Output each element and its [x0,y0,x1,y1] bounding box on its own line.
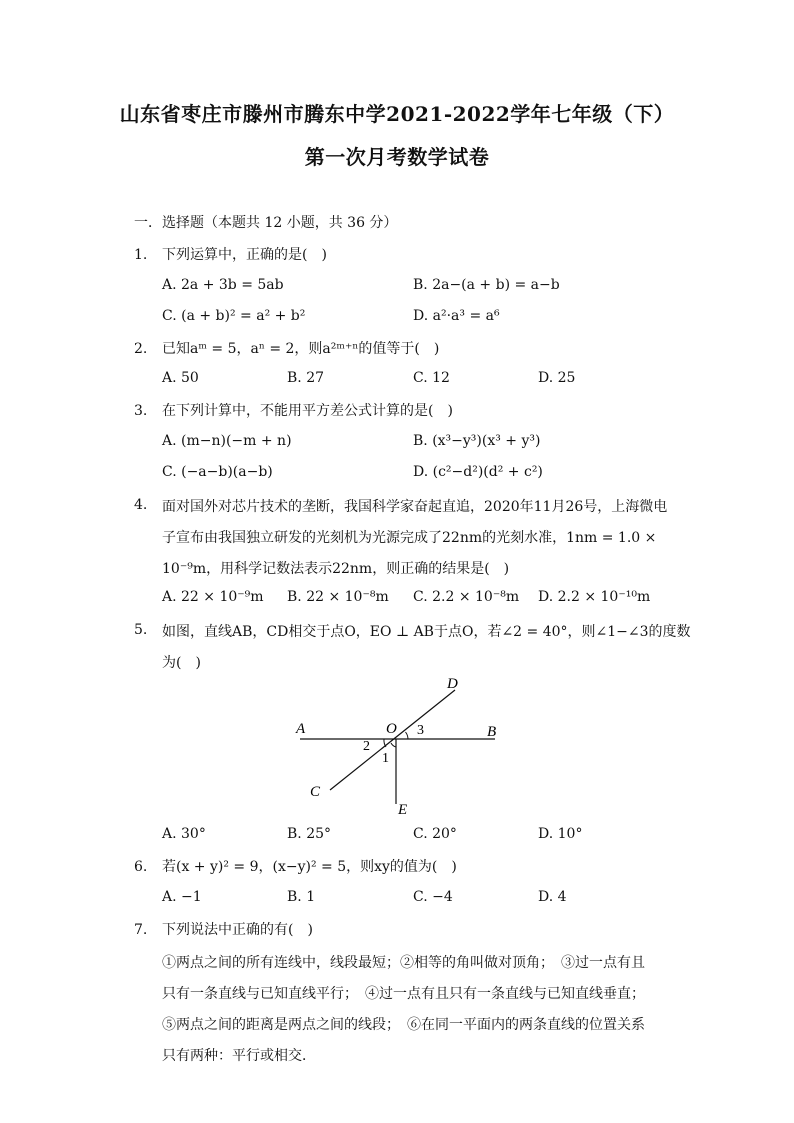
option-d: D. 25 [538,370,576,386]
section-heading: 一．选择题（本题共 12 小题，共 36 分） [134,215,398,231]
option-d: D. 4 [538,889,567,905]
label-d: D [447,676,458,692]
question-text-line: 为( ) [162,655,201,671]
option-a: A. 50 [162,370,199,386]
label-b: B [487,724,497,740]
statement-line: ⑤两点之间的距离是两点之间的线段； ⑥在同一平面内的两条直线的位置关系 [162,1017,645,1033]
statement-line: 只有两种：平行或相交． [162,1048,316,1064]
option-b: B. 1 [287,889,316,905]
label-c: C [310,784,321,800]
option-a: A. 2a + 3b = 5ab [162,277,284,293]
question-number: 5. [134,622,148,638]
label-angle-2: 2 [363,739,370,754]
option-d: D. 2.2 × 10⁻¹⁰m [538,589,651,605]
question-text: 已知aᵐ = 5，aⁿ = 2，则a²ᵐ⁺ⁿ的值等于( ) [162,341,440,357]
angle-3-arc [406,732,409,739]
question-text-line: 如图，直线AB，CD相交于点O，EO ⊥ AB于点O，若∠2 = 40°，则∠1−∠3的度数 [162,624,691,640]
option-d: D. 10° [538,826,583,842]
option-d: D. (c²−d²)(d² + c²) [413,464,543,480]
option-c: C. −4 [413,889,453,905]
statement-line: 只有一条直线与已知直线平行； ④过一点有且只有一条直线与已知直线垂直； [162,986,645,1002]
option-c: C. (a + b)² = a² + b² [162,308,306,324]
question-number: 4. [134,497,148,513]
question-number: 7. [134,922,148,938]
question-number: 2. [134,341,148,357]
statement-line: ①两点之间的所有连线中，线段最短；②相等的角叫做对顶角； ③过一点有且 [162,955,645,971]
option-b: B. 2a−(a + b) = a−b [413,277,560,293]
question-text: 在下列计算中，不能用平方差公式计算的是( ) [162,403,453,419]
exam-title-line1: 山东省枣庄市滕州市腾东中学2021-2022学年七年级（下） [119,102,675,126]
question-text-line: 10⁻⁹m，用科学记数法表示22nm，则正确的结果是( ) [162,561,510,577]
option-b: B. 27 [287,370,325,386]
label-angle-1: 1 [382,751,389,766]
option-b: B. 25° [287,826,332,842]
option-a: A. 30° [162,826,206,842]
label-angle-3: 3 [417,723,424,738]
option-a: A. 22 × 10⁻⁹m [162,589,264,605]
label-o: O [386,721,397,737]
option-c: C. 20° [413,826,457,842]
question-text-line: 子宣布由我国独立研发的光刻机为光源完成了22nm的光刻水准，1nm = 1.0 × [162,530,657,546]
geometry-figure [290,672,510,822]
option-b: B. (x³−y³)(x³ + y³) [413,433,541,449]
label-a: A [296,721,306,737]
option-a: A. (m−n)(−m + n) [162,433,292,449]
option-c: C. (−a−b)(a−b) [162,464,273,480]
question-text: 下列运算中，正确的是( ) [162,247,327,263]
question-number: 1. [134,247,148,263]
question-text: 下列说法中正确的有( ) [162,922,313,938]
question-text: 若(x + y)² = 9，(x−y)² = 5，则xy的值为( ) [162,859,457,875]
option-d: D. a²·a³ = a⁶ [413,308,500,324]
angle-2-arc [384,739,386,747]
label-e: E [398,802,408,818]
option-c: C. 2.2 × 10⁻⁸m [413,589,520,605]
option-c: C. 12 [413,370,450,386]
option-a: A. −1 [162,889,202,905]
question-number: 3. [134,403,148,419]
option-b: B. 22 × 10⁻⁸m [287,589,389,605]
angle-1-arc [391,743,396,747]
question-number: 6. [134,859,148,875]
exam-title-line2: 第一次月考数学试卷 [304,145,490,169]
question-text-line: 面对国外对芯片技术的垄断，我国科学家奋起直追，2020年11月26号，上海微电 [162,499,668,515]
line-cd [330,690,455,790]
